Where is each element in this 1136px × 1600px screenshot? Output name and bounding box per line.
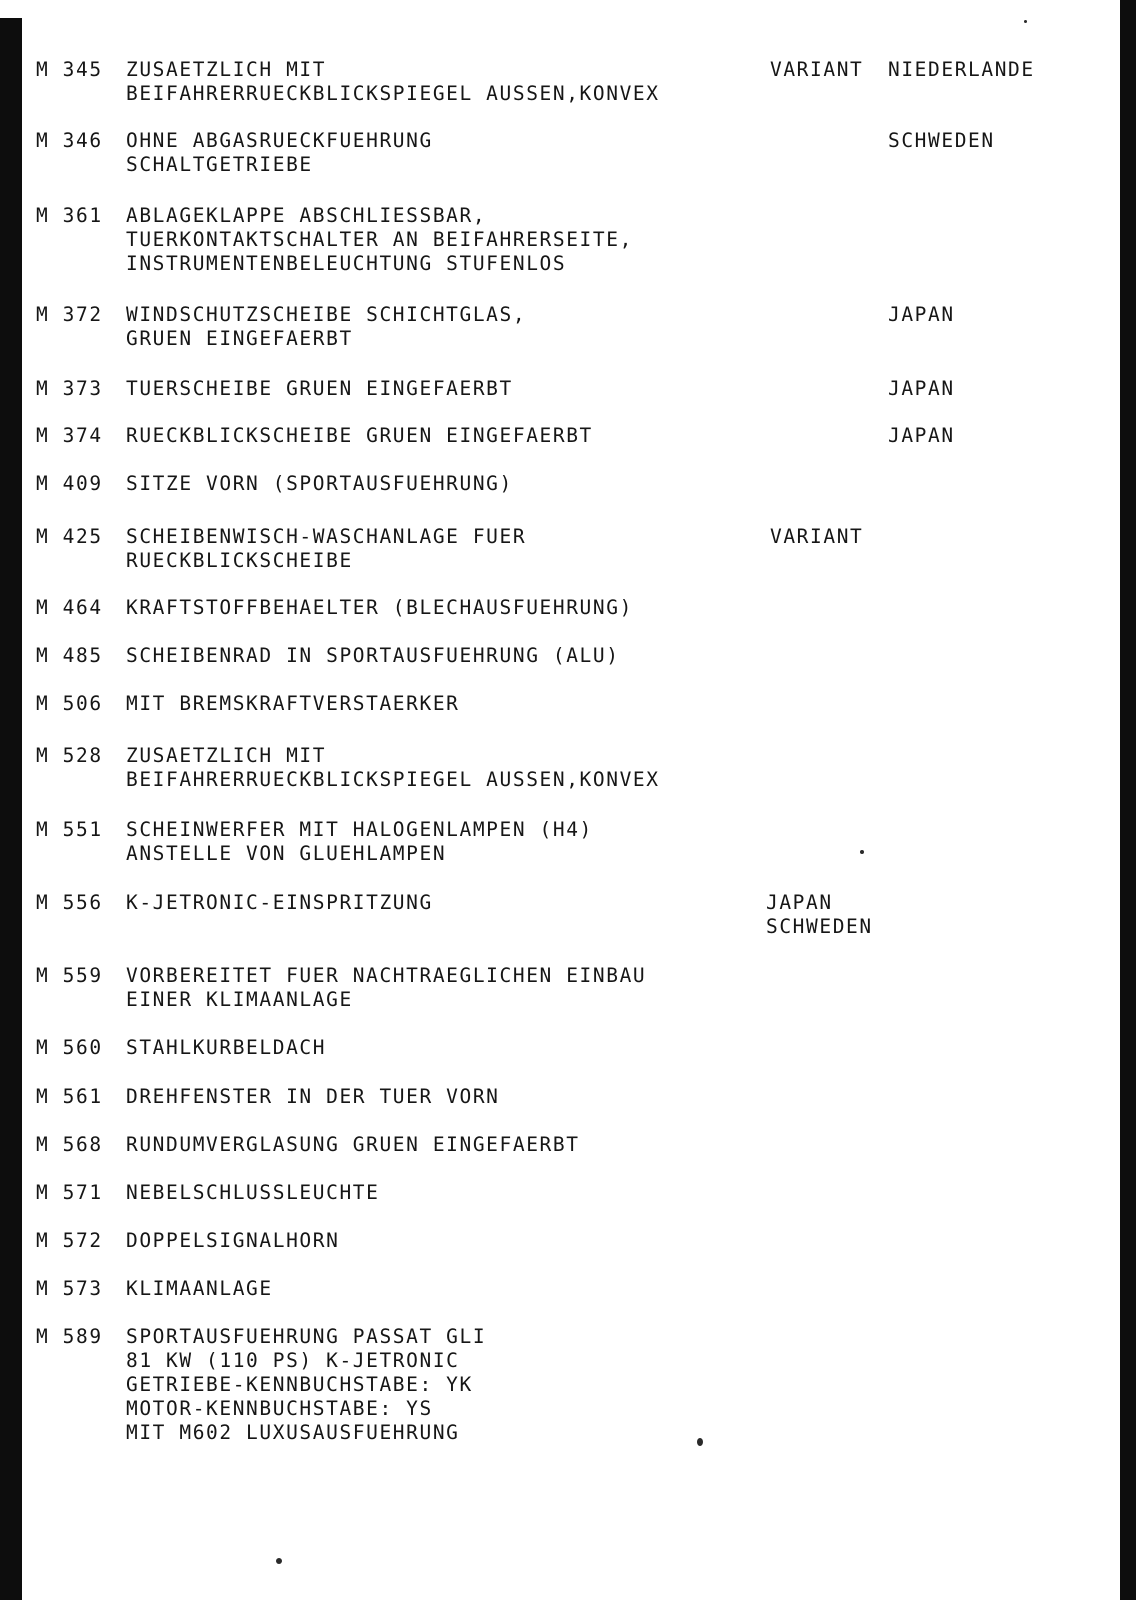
description-line: SCHEIBENRAD IN SPORTAUSFUEHRUNG (ALU) <box>126 644 620 667</box>
country-name: SCHWEDEN <box>888 129 995 152</box>
country-list <box>888 303 1110 327</box>
option-code: M 560 <box>36 1036 103 1059</box>
description-line: MOTOR-KENNBUCHSTABE: YS <box>126 1397 433 1420</box>
option-description <box>126 303 746 351</box>
description-line: SCHEINWERFER MIT HALOGENLAMPEN (H4) <box>126 818 593 841</box>
option-code: M 409 <box>36 472 103 495</box>
option-code: M 374 <box>36 424 103 447</box>
description-line: KRAFTSTOFFBEHAELTER (BLECHAUSFUEHRUNG) <box>126 596 633 619</box>
option-code: M 556 <box>36 891 103 914</box>
country-list <box>888 58 1110 82</box>
description-line: SPORTAUSFUEHRUNG PASSAT GLI <box>126 1325 487 1348</box>
option-code: M 506 <box>36 692 103 715</box>
country-name: JAPAN <box>766 891 833 914</box>
option-description <box>126 744 746 792</box>
option-description <box>126 692 746 716</box>
option-description <box>126 1181 746 1205</box>
option-description <box>126 964 746 1012</box>
option-code: M 568 <box>36 1133 103 1156</box>
country-list <box>888 424 1110 448</box>
description-line: MIT BREMSKRAFTVERSTAERKER <box>126 692 460 715</box>
option-description <box>126 1085 746 1109</box>
option-code: M 528 <box>36 744 103 767</box>
country-name: SCHWEDEN <box>766 915 873 938</box>
description-line: ABLAGEKLAPPE ABSCHLIESSBAR, <box>126 204 487 227</box>
option-code: M 485 <box>36 644 103 667</box>
country-name: JAPAN <box>888 377 955 400</box>
description-line: INSTRUMENTENBELEUCHTUNG STUFENLOS <box>126 252 567 275</box>
description-line: BEIFAHRERRUECKBLICKSPIEGEL AUSSEN,KONVEX <box>126 768 660 791</box>
description-line: 81 KW (110 PS) K-JETRONIC <box>126 1349 460 1372</box>
description-line: VORBEREITET FUER NACHTRAEGLICHEN EINBAU <box>126 964 647 987</box>
option-description <box>126 1036 746 1060</box>
option-description <box>126 377 746 401</box>
option-description <box>126 1229 746 1253</box>
country-list <box>766 891 988 939</box>
option-code: M 572 <box>36 1229 103 1252</box>
option-code: M 559 <box>36 964 103 987</box>
variant-label: VARIANT <box>770 58 864 81</box>
description-line: GRUEN EINGEFAERBT <box>126 327 353 350</box>
description-line: EINER KLIMAANLAGE <box>126 988 353 1011</box>
option-description <box>126 818 746 866</box>
scan-speck <box>276 1558 282 1564</box>
description-line: SCHEIBENWISCH-WASCHANLAGE FUER <box>126 525 527 548</box>
description-line: K-JETRONIC-EINSPRITZUNG <box>126 891 433 914</box>
option-code: M 561 <box>36 1085 103 1108</box>
option-code: M 425 <box>36 525 103 548</box>
scan-speck <box>1024 20 1027 23</box>
country-list <box>888 377 1110 401</box>
description-line: RUNDUMVERGLASUNG GRUEN EINGEFAERBT <box>126 1133 580 1156</box>
option-code: M 464 <box>36 596 103 619</box>
description-line: KLIMAANLAGE <box>126 1277 273 1300</box>
description-line: TUERSCHEIBE GRUEN EINGEFAERBT <box>126 377 513 400</box>
description-line: ZUSAETZLICH MIT <box>126 744 327 767</box>
option-description <box>126 596 746 620</box>
description-line: RUECKBLICKSCHEIBE GRUEN EINGEFAERBT <box>126 424 593 447</box>
description-line: DOPPELSIGNALHORN <box>126 1229 340 1252</box>
option-code: M 345 <box>36 58 103 81</box>
option-description <box>126 644 746 668</box>
option-description <box>126 204 746 276</box>
option-code: M 361 <box>36 204 103 227</box>
country-name: JAPAN <box>888 303 955 326</box>
description-line: STAHLKURBELDACH <box>126 1036 327 1059</box>
option-code: M 551 <box>36 818 103 841</box>
option-description <box>126 129 746 177</box>
option-code: M 373 <box>36 377 103 400</box>
option-description <box>126 1325 746 1445</box>
description-line: GETRIEBE-KENNBUCHSTABE: YK <box>126 1373 473 1396</box>
scan-speck <box>860 850 864 854</box>
description-line: NEBELSCHLUSSLEUCHTE <box>126 1181 380 1204</box>
description-line: WINDSCHUTZSCHEIBE SCHICHTGLAS, <box>126 303 527 326</box>
option-description <box>126 472 746 496</box>
option-code: M 573 <box>36 1277 103 1300</box>
description-line: BEIFAHRERRUECKBLICKSPIEGEL AUSSEN,KONVEX <box>126 82 660 105</box>
description-line: TUERKONTAKTSCHALTER AN BEIFAHRERSEITE, <box>126 228 633 251</box>
description-line: ANSTELLE VON GLUEHLAMPEN <box>126 842 447 865</box>
description-line: OHNE ABGASRUECKFUEHRUNG <box>126 129 433 152</box>
description-line: ZUSAETZLICH MIT <box>126 58 327 81</box>
option-description <box>126 1133 746 1157</box>
description-line: DREHFENSTER IN DER TUER VORN <box>126 1085 500 1108</box>
option-description <box>126 1277 746 1301</box>
country-list <box>888 129 1110 153</box>
option-description <box>126 891 746 915</box>
description-line: RUECKBLICKSCHEIBE <box>126 549 353 572</box>
scan-speck <box>697 1438 703 1446</box>
country-name: NIEDERLANDE <box>888 58 1035 81</box>
option-code: M 589 <box>36 1325 103 1348</box>
country-name: JAPAN <box>888 424 955 447</box>
option-code: M 372 <box>36 303 103 326</box>
option-description <box>126 424 746 448</box>
description-line: SCHALTGETRIEBE <box>126 153 313 176</box>
option-description <box>126 58 746 106</box>
description-line: MIT M602 LUXUSAUSFUEHRUNG <box>126 1421 460 1444</box>
option-code: M 346 <box>36 129 103 152</box>
option-code: M 571 <box>36 1181 103 1204</box>
variant-label: VARIANT <box>770 525 864 548</box>
option-description <box>126 525 746 573</box>
description-line: SITZE VORN (SPORTAUSFUEHRUNG) <box>126 472 513 495</box>
